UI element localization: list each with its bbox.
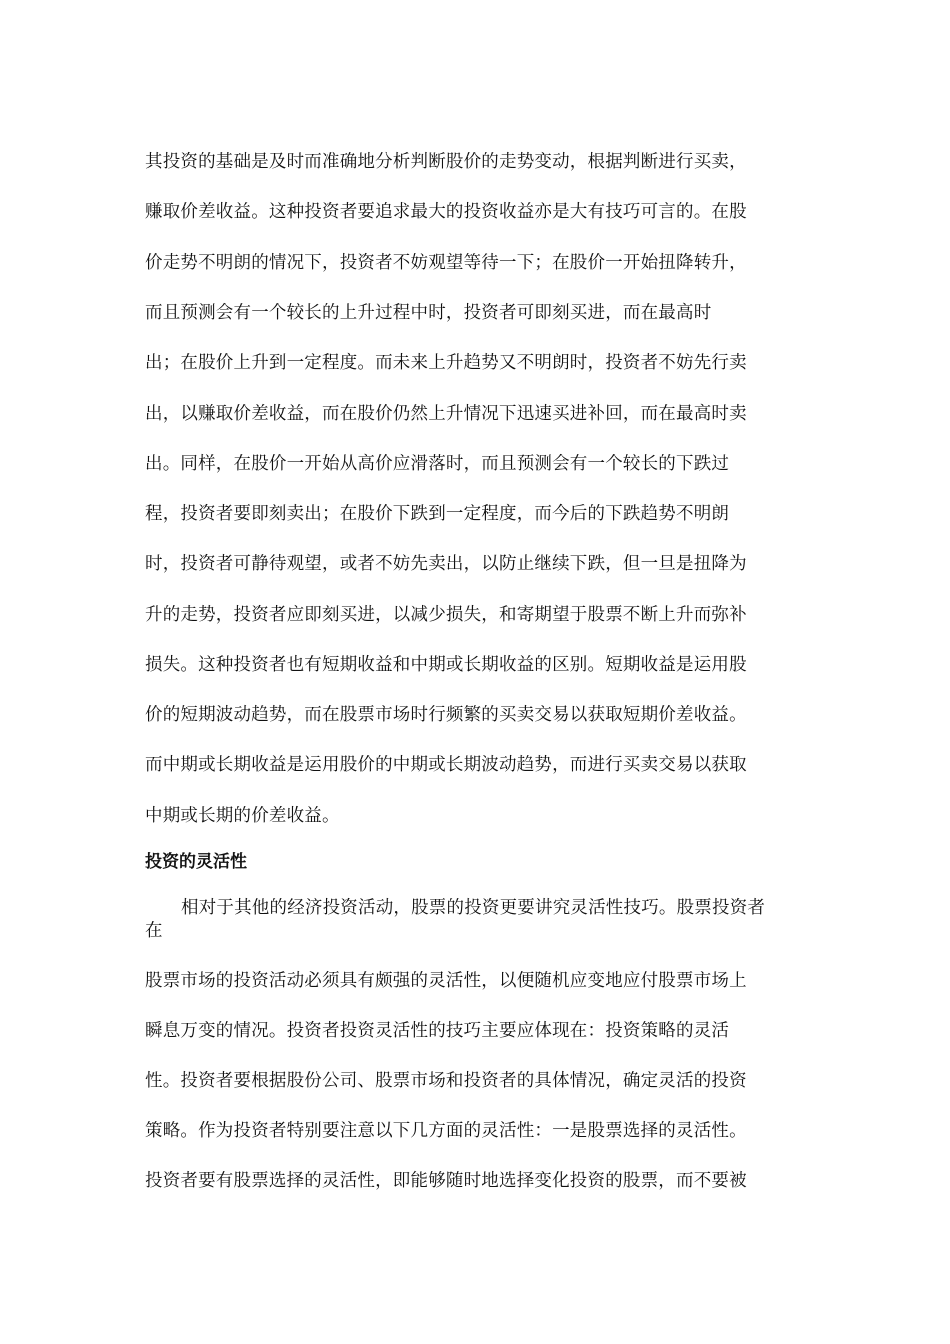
paragraph-line: 赚取价差收益。这种投资者要追求最大的投资收益亦是大有技巧可言的。在股	[145, 202, 747, 222]
section-heading: 投资的灵活性	[145, 852, 247, 872]
paragraph-line: 损失。这种投资者也有短期收益和中期或长期收益的区别。短期收益是运用股	[145, 655, 747, 675]
paragraph-line: 其投资的基础是及时而准确地分析判断股价的走势变动，根据判断进行买卖，	[145, 152, 747, 172]
paragraph-line: 性。投资者要根据股份公司、股票市场和投资者的具体情况，确定灵活的投资	[145, 1071, 747, 1091]
paragraph-line: 程，投资者要即刻卖出；在股价下跌到一定程度，而今后的下跌趋势不明朗	[145, 504, 730, 524]
paragraph-wrap-line: 在	[145, 921, 163, 941]
paragraph-line: 时，投资者可静待观望，或者不妨先卖出，以防止继续下跌，但一旦是扭降为	[145, 554, 747, 574]
paragraph-line: 价的短期波动趋势，而在股票市场时行频繁的买卖交易以获取短期价差收益。	[145, 705, 747, 725]
paragraph-line: 策略。作为投资者特别要注意以下几方面的灵活性：一是股票选择的灵活性。	[145, 1121, 747, 1141]
paragraph-line: 而且预测会有一个较长的上升过程中时，投资者可即刻买进，而在最高时	[145, 303, 712, 323]
paragraph-line: 出；在股价上升到一定程度。而未来上升趋势又不明朗时，投资者不妨先行卖	[145, 353, 747, 373]
paragraph-line: 出。同样，在股价一开始从高价应滑落时，而且预测会有一个较长的下跌过	[145, 454, 730, 474]
paragraph-line: 投资者要有股票选择的灵活性，即能够随时地选择变化投资的股票，而不要被	[145, 1171, 747, 1191]
paragraph-line: 瞬息万变的情况。投资者投资灵活性的技巧主要应体现在：投资策略的灵活	[145, 1021, 730, 1041]
paragraph-first-line: 相对于其他的经济投资活动，股票的投资更要讲究灵活性技巧。股票投资者	[181, 898, 766, 918]
paragraph-line: 出，以赚取价差收益，而在股价仍然上升情况下迅速买进补回，而在最高时卖	[145, 404, 747, 424]
paragraph-line: 中期或长期的价差收益。	[145, 806, 340, 826]
paragraph-line: 而中期或长期收益是运用股价的中期或长期波动趋势，而进行买卖交易以获取	[145, 755, 747, 775]
paragraph-line: 股票市场的投资活动必须具有颇强的灵活性，以便随机应变地应付股票市场上	[145, 971, 747, 991]
paragraph-line: 升的走势，投资者应即刻买进，以减少损失，和寄期望于股票不断上升而弥补	[145, 605, 747, 625]
paragraph-line: 价走势不明朗的情况下，投资者不妨观望等待一下；在股价一开始扭降转升，	[145, 253, 747, 273]
